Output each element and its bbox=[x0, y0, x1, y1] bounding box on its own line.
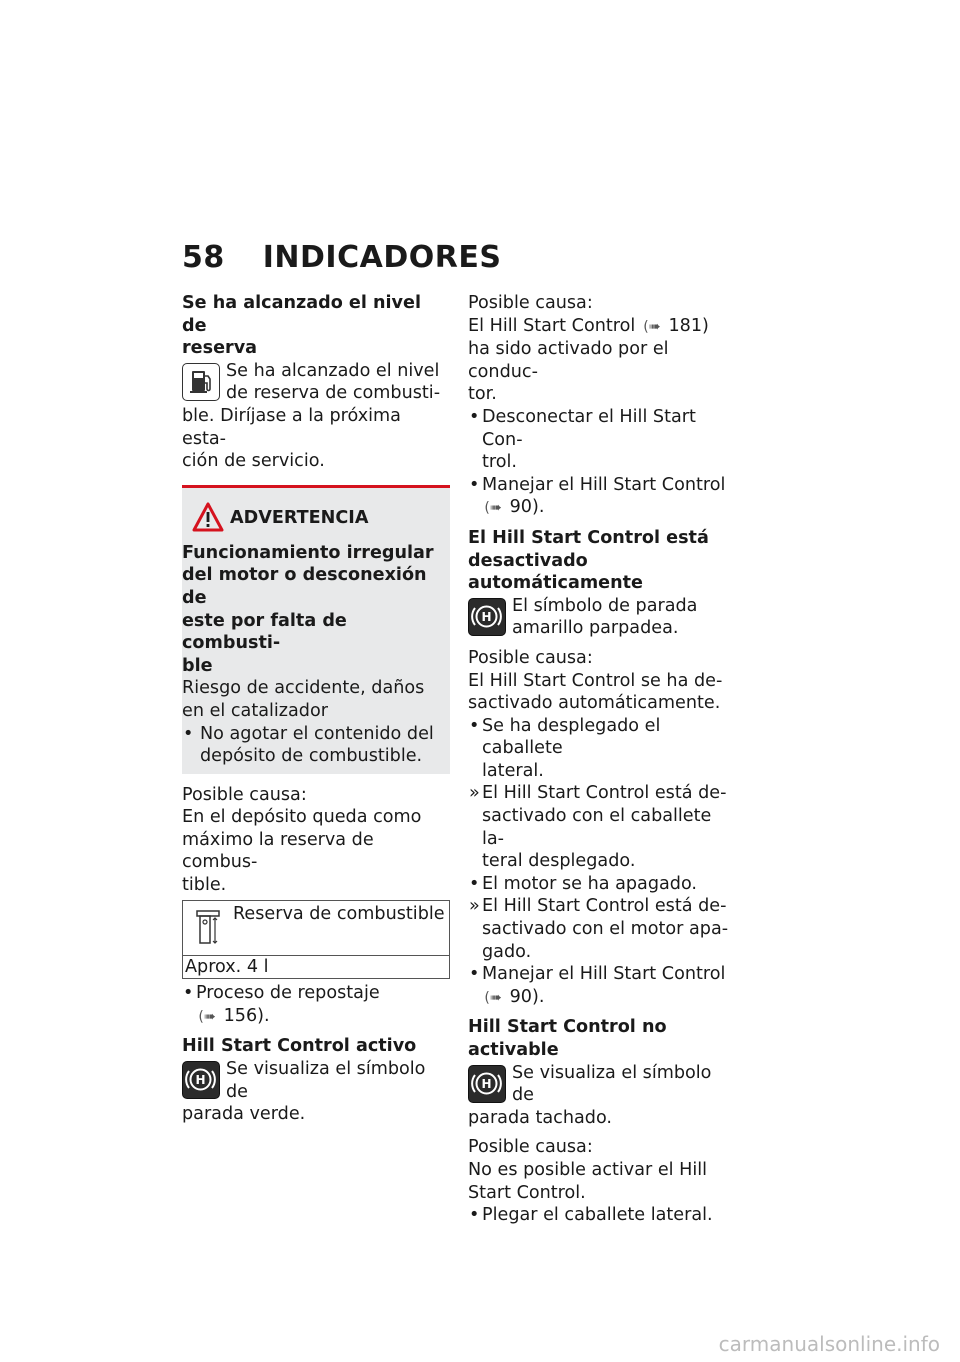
auto-off-heading: El Hill Start Control está desactivado automáticamente bbox=[468, 527, 709, 594]
list-item: » El Hill Start Control está de- sactivado con el caballete la- teral desplegado. bbox=[469, 783, 727, 872]
fuel-reserve-icon bbox=[195, 909, 221, 949]
warning-bullet: • No agotar el contenido del depósito de combustible. bbox=[183, 723, 434, 767]
hill-active-heading: Hill Start Control activo bbox=[182, 1036, 417, 1057]
watermark: carmanualsonline.info bbox=[718, 1332, 940, 1356]
list-item: • Plegar el caballete lateral. bbox=[469, 1205, 713, 1226]
page-header bbox=[182, 240, 501, 275]
cross-reference-arrow-icon: (➠ bbox=[198, 1008, 216, 1025]
warning-header bbox=[182, 502, 450, 542]
cause-text-1: El Hill Start Control (➠ 181) ha sido activado por el conduc- tor. bbox=[468, 315, 709, 405]
list-item: » El Hill Start Control está de- sactivado con el motor apa- gado. bbox=[469, 896, 729, 962]
hill-start-yellow-icon bbox=[468, 598, 506, 636]
right-column bbox=[468, 292, 736, 1227]
warning-box bbox=[182, 485, 450, 774]
auto-off-paragraph: H El símbolo de parada amarillo parpadea. bbox=[468, 595, 736, 640]
fuel-reserve-table bbox=[182, 900, 450, 980]
table-header-row bbox=[183, 901, 449, 956]
list-item: • Se ha desplegado el caballete lateral. bbox=[469, 715, 661, 781]
cause-text-2: El Hill Start Control se ha de- sactivado automáticamente. bbox=[468, 670, 723, 714]
section-title: INDICADORES bbox=[262, 240, 502, 275]
table-header: Reserva de combustible bbox=[233, 903, 445, 924]
reserve-paragraph: Se ha alcanzado el nivel de reserva de combusti- ble. Diríjase a la próxima esta- ción de servicio. bbox=[182, 360, 441, 472]
list-item: • El motor se ha apagado. bbox=[469, 873, 697, 894]
svg-text:H: H bbox=[195, 1073, 206, 1088]
list-item: • Manejar el Hill Start Control (➠ 90). bbox=[468, 963, 736, 1009]
svg-text:H: H bbox=[481, 1076, 492, 1091]
hill-start-green-icon bbox=[182, 1061, 220, 1099]
reserve-heading: Se ha alcanzado el nivel de reserva bbox=[182, 293, 421, 359]
page-number: 58 bbox=[182, 240, 225, 275]
cause-label-3: Posible causa: bbox=[468, 1137, 593, 1158]
not-active-paragraph: H Se visualiza el símbolo de parada tachado. bbox=[468, 1062, 712, 1128]
cause-label-1: Posible causa: bbox=[468, 293, 593, 313]
not-active-heading: Hill Start Control no activable bbox=[468, 1017, 667, 1060]
cross-reference-arrow-icon: (➠ bbox=[484, 500, 502, 517]
warning-text: Riesgo de accidente, daños en el catalizador bbox=[182, 678, 425, 721]
warning-triangle-icon bbox=[192, 502, 224, 532]
warning-title: Funcionamiento irregular del motor o desconexión de este por falta de combusti- ble bbox=[182, 542, 434, 676]
hill-start-crossed-icon bbox=[468, 1065, 506, 1103]
bullet-operate: • Manejar el Hill Start Control (➠ 90). bbox=[468, 474, 736, 520]
warning-label: ADVERTENCIA bbox=[230, 507, 369, 528]
refuel-bullet: • Proceso de repostaje (➠ 156). bbox=[182, 982, 450, 1028]
cross-reference-arrow-icon: (➠ bbox=[643, 318, 661, 335]
hill-active-paragraph: H Se visualiza el símbolo de parada verde. bbox=[182, 1059, 426, 1125]
fuel-pump-icon bbox=[182, 363, 220, 401]
cause-label: Posible causa: bbox=[182, 784, 307, 805]
bullet-disconnect: • Desconectar el Hill Start Con- trol. bbox=[469, 406, 696, 473]
table-value: Aprox. 4 l bbox=[185, 956, 269, 977]
svg-text:H: H bbox=[481, 609, 492, 624]
cause-text-3: No es posible activar el Hill Start Control. bbox=[468, 1159, 708, 1203]
cause-label-2: Posible causa: bbox=[468, 647, 593, 668]
cause-text: En el depósito queda como máximo la reserva de combus- tible. bbox=[182, 807, 422, 896]
cross-reference-arrow-icon: (➠ bbox=[484, 989, 502, 1006]
left-column bbox=[182, 292, 450, 1126]
